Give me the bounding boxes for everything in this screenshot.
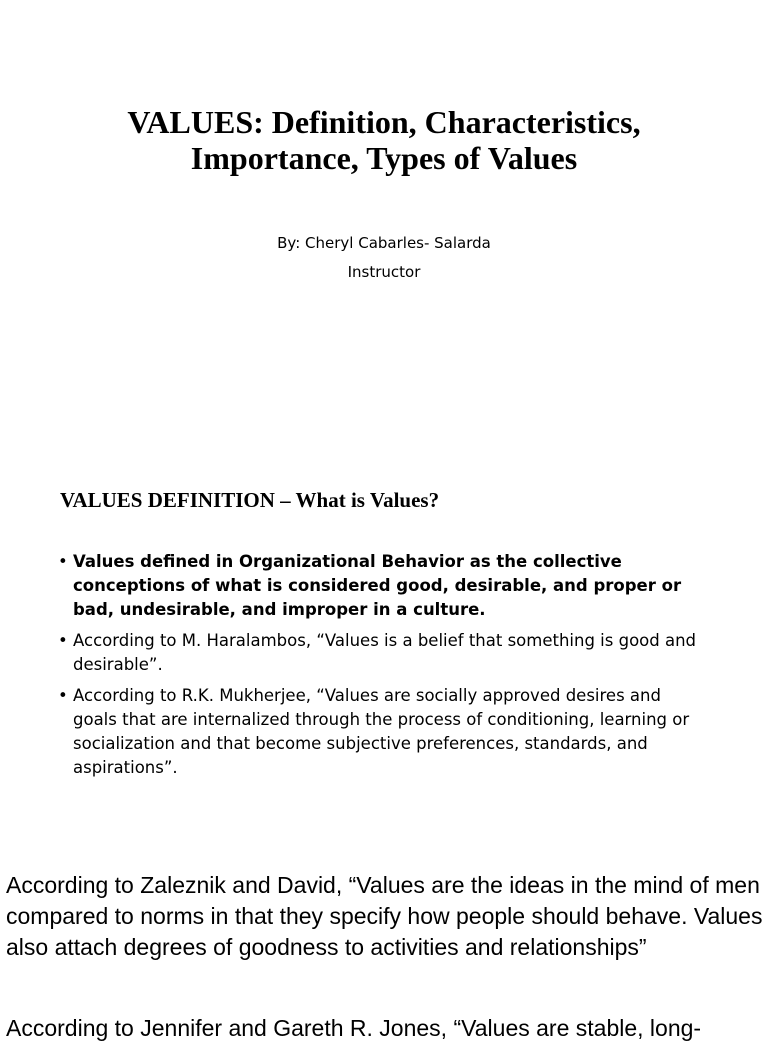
bullet-icon: • — [58, 552, 68, 571]
bullet-text: According to R.K. Mukherjee, “Values are socially approved desires and goals that are internalized through the process of conditioning, learning or socialization and that become subjective preferences, standards, and aspirations”. — [73, 686, 690, 777]
title-slide — [0, 0, 768, 440]
author-name: By: Cheryl Cabarles- Salarda — [277, 234, 491, 252]
title-line-2: Importance, Types of Values — [190, 140, 578, 176]
quote-paragraph: According to Zaleznik and David, “Values are the ideas in the mind of men compared to norms in that they specify how people should behave. Values also attach degrees of goodness to activities and relationships” — [6, 872, 763, 960]
bullet-text: According to M. Haralambos, “Values is a belief that something is good and desirable”. — [73, 631, 697, 674]
definition-slide — [0, 440, 768, 820]
page-title — [0, 104, 768, 176]
bullet-text: Values defined in Organizational Behavior as the collective conceptions of what is considered good, desirable, and proper or bad, undesirable, and improper in a culture. — [73, 552, 682, 619]
definition-heading: VALUES DEFINITION – What is Values? — [60, 488, 440, 512]
list-item — [58, 684, 698, 780]
byline — [0, 229, 768, 287]
definition-list — [58, 550, 698, 787]
author-role: Instructor — [347, 263, 421, 281]
bullet-icon: • — [58, 631, 68, 650]
next-paragraph-partial: According to Jennifer and Gareth R. Jones, “Values are stable, long- — [6, 1015, 702, 1041]
title-line-1: VALUES: Definition, Characteristics, — [127, 104, 641, 140]
list-item — [58, 629, 698, 677]
bullet-icon: • — [58, 686, 68, 705]
quote-slide — [0, 820, 768, 1041]
list-item — [58, 550, 698, 622]
